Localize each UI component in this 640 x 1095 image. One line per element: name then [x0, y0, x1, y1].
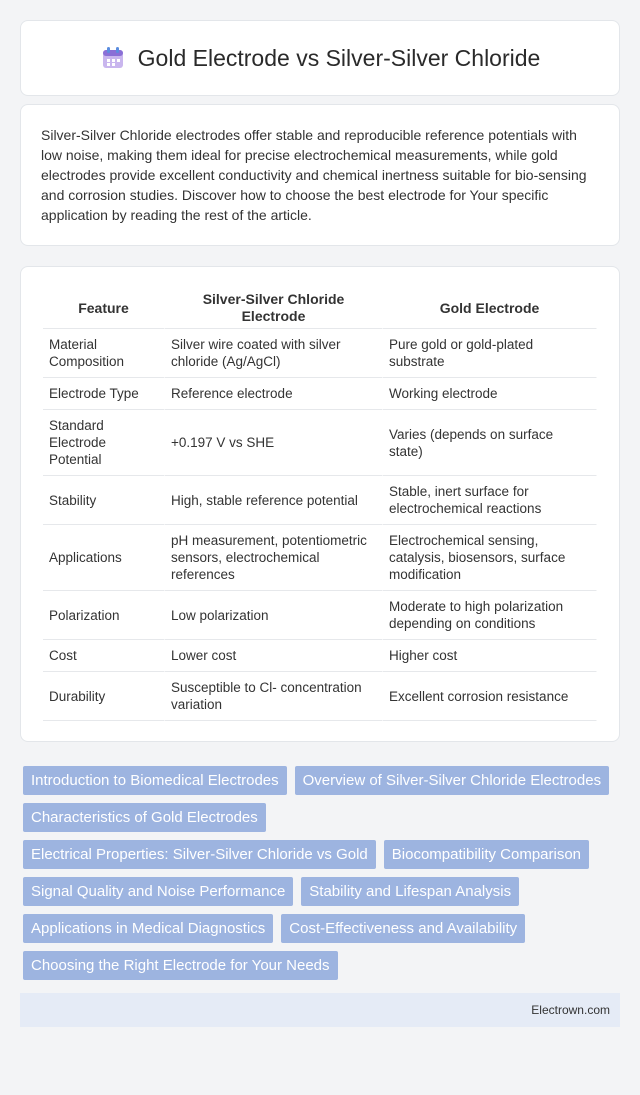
table-cell: Low polarization	[165, 591, 383, 640]
table-cell: Stability	[43, 476, 165, 525]
topic-tag[interactable]: Applications in Medical Diagnostics	[23, 914, 273, 943]
comparison-table	[43, 287, 597, 721]
table-cell: Standard Electrode Potential	[43, 410, 165, 476]
page-header	[20, 20, 620, 96]
table-cell: Cost	[43, 640, 165, 672]
topic-tag[interactable]: Cost-Effectiveness and Availability	[281, 914, 525, 943]
table-cell: Varies (depends on surface state)	[383, 410, 597, 476]
table-row	[43, 591, 597, 640]
table-row	[43, 476, 597, 525]
table-cell: Applications	[43, 525, 165, 591]
topic-tag[interactable]: Choosing the Right Electrode for Your Needs	[23, 951, 338, 980]
topic-tag[interactable]: Electrical Properties: Silver-Silver Chloride vs Gold	[23, 840, 376, 869]
column-header: Gold Electrode	[383, 287, 597, 329]
table-header-row	[43, 287, 597, 329]
page-title: Gold Electrode vs Silver-Silver Chloride	[137, 44, 541, 71]
intro-card	[20, 104, 620, 246]
topic-tag[interactable]: Characteristics of Gold Electrodes	[23, 803, 266, 832]
footer-site-name: Electrown.com	[531, 1003, 610, 1017]
topic-tag[interactable]: Signal Quality and Noise Performance	[23, 877, 293, 906]
table-cell: Silver wire coated with silver chloride (Ag/AgCl)	[165, 329, 383, 378]
table-cell: Susceptible to Cl- concentration variation	[165, 672, 383, 721]
topic-tag[interactable]: Biocompatibility Comparison	[384, 840, 589, 869]
table-cell: Working electrode	[383, 378, 597, 410]
table-cell: Higher cost	[383, 640, 597, 672]
column-header: Silver-Silver Chloride Electrode	[165, 287, 383, 329]
table-cell: Material Composition	[43, 329, 165, 378]
table-cell: High, stable reference potential	[165, 476, 383, 525]
table-row	[43, 410, 597, 476]
intro-text: Silver-Silver Chloride electrodes offer stable and reproducible reference potentials with low noise, making them ideal for precise electrochemical measurements, while gold electrodes provide excellent conductivity and chemical inertness suitable for bio-sensing and corrosion studies. Discover how to choose the best electrode for Your specific application by reading the rest of the article.	[41, 127, 587, 223]
table-cell: pH measurement, potentiometric sensors, electrochemical references	[165, 525, 383, 591]
table-cell: Electrode Type	[43, 378, 165, 410]
table-cell: Lower cost	[165, 640, 383, 672]
comparison-table-card	[20, 266, 620, 742]
table-cell: Reference electrode	[165, 378, 383, 410]
related-topics	[20, 766, 620, 980]
page-footer	[20, 993, 620, 1027]
table-row	[43, 329, 597, 378]
topic-tag[interactable]: Introduction to Biomedical Electrodes	[23, 766, 287, 795]
calendar-icon	[100, 45, 126, 71]
table-row	[43, 640, 597, 672]
table-cell: Moderate to high polarization depending on conditions	[383, 591, 597, 640]
table-row	[43, 672, 597, 721]
topic-tag[interactable]: Stability and Lifespan Analysis	[301, 877, 519, 906]
table-cell: Excellent corrosion resistance	[383, 672, 597, 721]
topic-tag[interactable]: Overview of Silver-Silver Chloride Electrodes	[295, 766, 609, 795]
table-row	[43, 378, 597, 410]
column-header: Feature	[43, 287, 165, 329]
table-cell: +0.197 V vs SHE	[165, 410, 383, 476]
table-row	[43, 525, 597, 591]
table-cell: Polarization	[43, 591, 165, 640]
table-cell: Electrochemical sensing, catalysis, biosensors, surface modification	[383, 525, 597, 591]
table-cell: Pure gold or gold-plated substrate	[383, 329, 597, 378]
table-cell: Stable, inert surface for electrochemical reactions	[383, 476, 597, 525]
table-cell: Durability	[43, 672, 165, 721]
